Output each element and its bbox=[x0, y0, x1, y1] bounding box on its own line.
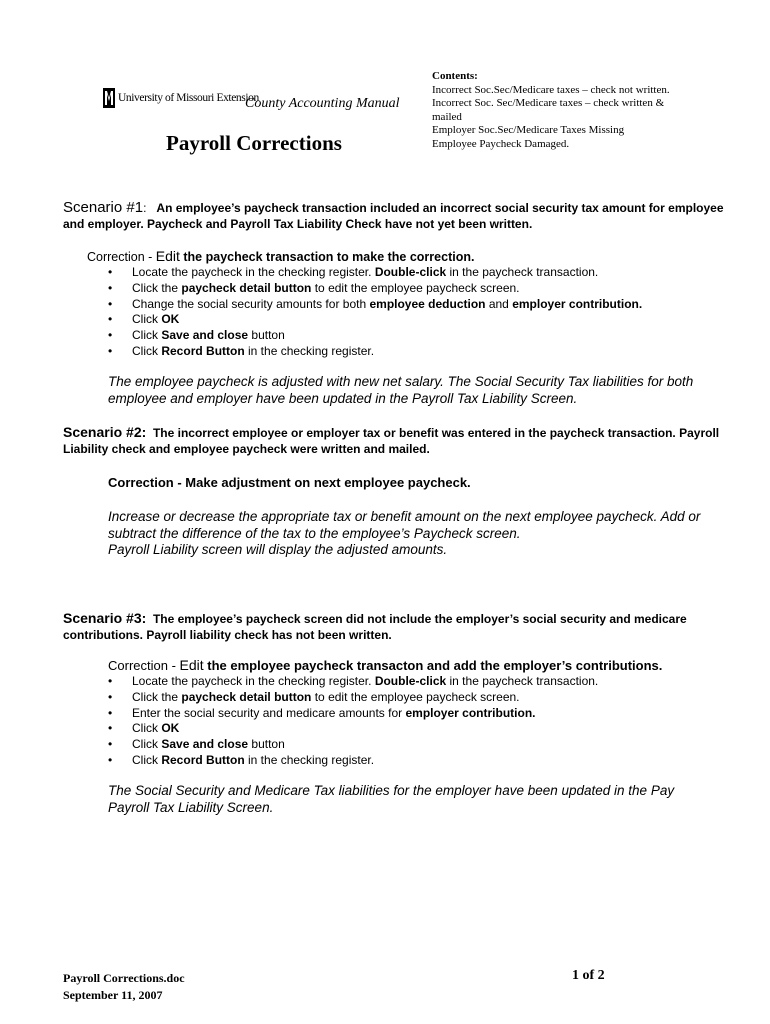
scenario-3-description bbox=[63, 610, 743, 643]
list-item: • Click Save and close button bbox=[108, 328, 642, 344]
scenario-1-correction: Correction - Edit the paycheck transaction to make the correction. bbox=[87, 248, 475, 264]
list-item: • Locate the paycheck in the checking register. Double-click in the paycheck transaction. bbox=[108, 265, 642, 281]
contents-box bbox=[432, 70, 707, 152]
list-item: • Click Save and close button bbox=[108, 737, 598, 753]
contents-item: mailed bbox=[432, 110, 462, 123]
footer-info bbox=[63, 970, 185, 1004]
contents-item: Employer Soc.Sec/Medicare Taxes Missing bbox=[432, 124, 625, 137]
scenario-2-text: The incorrect employee or employer tax or benefit was entered in the paycheck transaction. Payroll Liability check and employee paycheck were written and mailed. bbox=[63, 426, 720, 456]
list-item: • Click the paycheck detail button to edit the employee paycheck screen. bbox=[108, 281, 642, 297]
list-item: • Click OK bbox=[108, 312, 642, 328]
list-item: • Click the paycheck detail button to edit the employee paycheck screen. bbox=[108, 690, 598, 706]
scenario-3-steps bbox=[108, 674, 598, 769]
contents-item: Incorrect Soc.Sec/Medicare taxes – check not written. bbox=[432, 83, 670, 96]
contents-item: Employee Paycheck Damaged. bbox=[432, 137, 570, 150]
footer-filename: Payroll Corrections.doc bbox=[63, 971, 185, 985]
scenario-2-correction: Correction - Make adjustment on next employee paycheck. bbox=[108, 475, 471, 490]
scenario-2-label: Scenario #2: bbox=[63, 424, 147, 440]
scenario-1-note: The employee paycheck is adjusted with new net salary. The Social Security Tax liabilities for both employee and employer have been updated in the Payroll Tax Liability Screen. bbox=[108, 374, 694, 406]
logo-text: University of Missouri Extension bbox=[118, 92, 259, 104]
scenario-1-description: Scenario #1: An employee’s paycheck transaction included an incorrect social security tax amount for employee and employer. Paycheck and Payroll Tax Liability Check have not yet been written. bbox=[63, 199, 724, 231]
contents-heading: Contents: bbox=[432, 70, 478, 82]
scenario-2-note: Increase or decrease the appropriate tax or benefit amount on the next employee paycheck. Add or subtract the difference of the tax to the employee’s Paycheck screen. Payroll Liability screen will display the adjusted amounts. bbox=[108, 509, 701, 557]
page-title: Payroll Corrections bbox=[166, 131, 342, 155]
list-item: • Click Record Button in the checking register. bbox=[108, 344, 642, 360]
scenario-3-correction: Correction - Edit the employee paycheck transacton and add the employer’s contributions. bbox=[108, 657, 663, 673]
scenario-1-text: An employee’s paycheck transaction included an incorrect social security tax amount for employee and employer. Paycheck and Payroll Tax Liability Check have not yet been written. bbox=[63, 201, 724, 231]
extension-emblem-icon bbox=[103, 88, 115, 108]
scenario-1-steps bbox=[108, 265, 642, 360]
list-item: • Click OK bbox=[108, 721, 598, 737]
scenario-1-label: Scenario #1 bbox=[63, 199, 144, 216]
list-item: • Click Record Button in the checking register. bbox=[108, 753, 598, 769]
manual-name: County Accounting Manual bbox=[245, 96, 400, 111]
list-item: • Change the social security amounts for both employee deduction and employer contribution. bbox=[108, 297, 642, 313]
footer-date: September 11, 2007 bbox=[63, 988, 163, 1002]
page-number: 1 of 2 bbox=[572, 968, 605, 983]
university-logo bbox=[103, 88, 259, 108]
list-item: • Enter the social security and medicare amounts for employer contribution. bbox=[108, 706, 598, 722]
contents-item: Incorrect Soc. Sec/Medicare taxes – check written & bbox=[432, 97, 665, 110]
scenario-2-description bbox=[63, 424, 743, 457]
scenario-3-text: The employee’s paycheck screen did not include the employer’s social security and medicare contributions. Payroll liability check has not been written. bbox=[63, 612, 687, 642]
scenario-3-note: The Social Security and Medicare Tax liabilities for the employer have been updated in the Pay Payroll Tax Liability Screen. bbox=[108, 783, 675, 815]
scenario-3-label: Scenario #3: bbox=[63, 610, 147, 626]
list-item: • Locate the paycheck in the checking register. Double-click in the paycheck transaction. bbox=[108, 674, 598, 690]
